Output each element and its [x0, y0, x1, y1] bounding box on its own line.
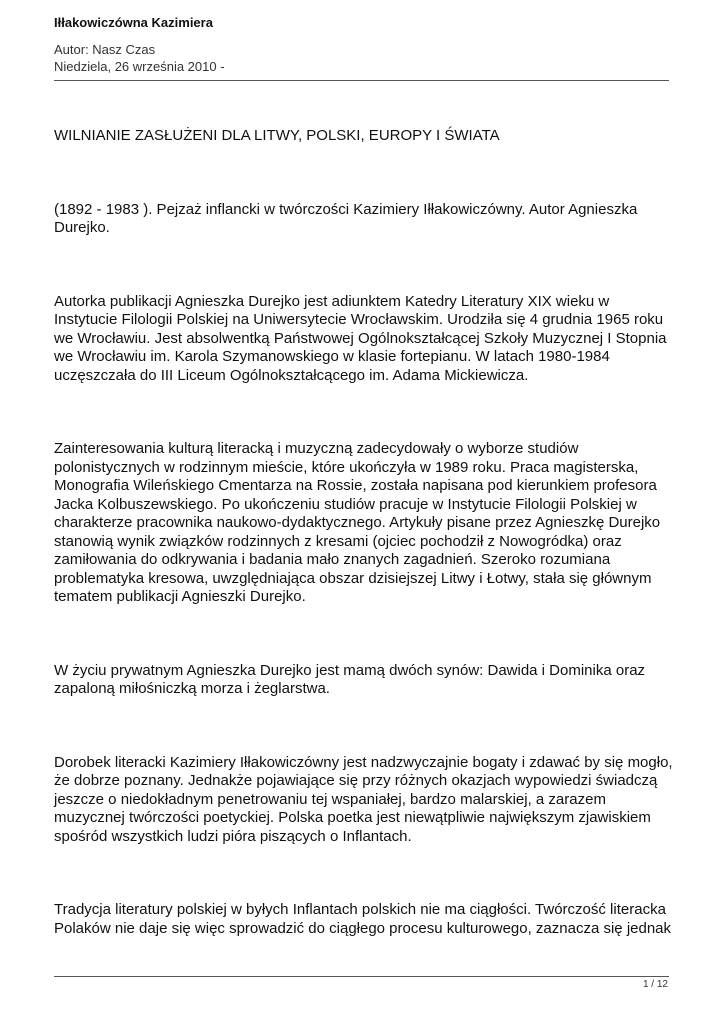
article-heading: WILNIANIE ZASŁUŻENI DLA LITWY, POLSKI, EUROPY I ŚWIATA: [54, 127, 500, 144]
article-intro: (1892 - 1983 ). Pejzaż inflancki w twórczości Kazimiery Iłłakowiczówny. Autor Agnieszka Durejko.: [54, 200, 638, 236]
footer-divider: [54, 976, 669, 977]
page-number: 1 / 12: [642, 979, 668, 990]
article-body: [54, 127, 674, 938]
paragraph: Zainteresowania kulturą literacką i muzyczną zadecydowały o wyborze studiów polonistycznych w rodzinnym mieście, które ukończyła w 1989 roku. Praca magisterska, Monografia Wileńskiego Cmentarza na Rossie, została napisana pod kierunkiem profesora Jacka Kolbuszewskiego. Po ukończeniu studiów pracuje w Instytucie Filologii Polskiej w charakterze pracownika naukowo-dydaktycznego. Artykuły pisane przez Agnieszkę Durejko stanowią wynik związków rodzinnych z kresami (ojciec pochodził z Nowogródka) oraz zamiłowania do odkrywania i badania mało znanych zagadnień. Szeroko rozumiana problematyka kresowa, uwzględniająca obszar dzisiejszej Litwy i Łotwy, stała się głównym tematem publikacji Agnieszki Durejko.: [54, 440, 661, 605]
page-header: [54, 14, 669, 75]
article-meta: [54, 41, 669, 75]
paragraph: Tradycja literatury polskiej w byłych Inflantach polskich nie ma ciągłości. Twórczość literacka Polaków nie daje się więc sprowadzić do ciągłego procesu kulturowego, zaznacza się jednak: [54, 901, 672, 937]
paragraph: Autorka publikacji Agnieszka Durejko jest adiunktem Katedry Literatury XIX wieku w Instytucie Filologii Polskiej na Uniwersytecie Wrocławskim. Urodziła się 4 grudnia 1965 roku we Wrocławiu. Jest absolwentką Państwowej Ogólnokształcącej Szkoły Muzycznej I Stopnia we Wrocławiu im. Karola Szymanowskiego w klasie fortepianu. W latach 1980-1984 uczęszczała do III Liceum Ogólnokształcącego im. Adama Mickiewicza.: [54, 292, 667, 384]
paragraph: W życiu prywatnym Agnieszka Durejko jest mamą dwóch synów: Dawida i Dominika oraz zapaloną miłośniczką morza i żeglarstwa.: [54, 661, 646, 697]
header-divider: [54, 80, 669, 81]
date-line: Niedziela, 26 września 2010 -: [54, 59, 225, 74]
paragraph: Dorobek literacki Kazimiery Iłłakowiczówny jest nadzwyczajnie bogaty i zdawać by się mogło, że dobrze poznany. Jednakże pojawiające się przy różnych okazjach wypowiedzi świadczą jeszcze o niedokładnym penetrowaniu tej wspaniałej, bardzo malarskiej, a zarazem muzycznej twórczości poetyckiej. Polska poetka jest niewątpliwie największym zjawiskiem spośród wszystkich ludzi pióra piszących o Inflantach.: [54, 753, 673, 845]
document-title: Iłłakowiczówna Kazimiera: [54, 15, 213, 30]
author-line: Autor: Nasz Czas: [54, 42, 156, 57]
